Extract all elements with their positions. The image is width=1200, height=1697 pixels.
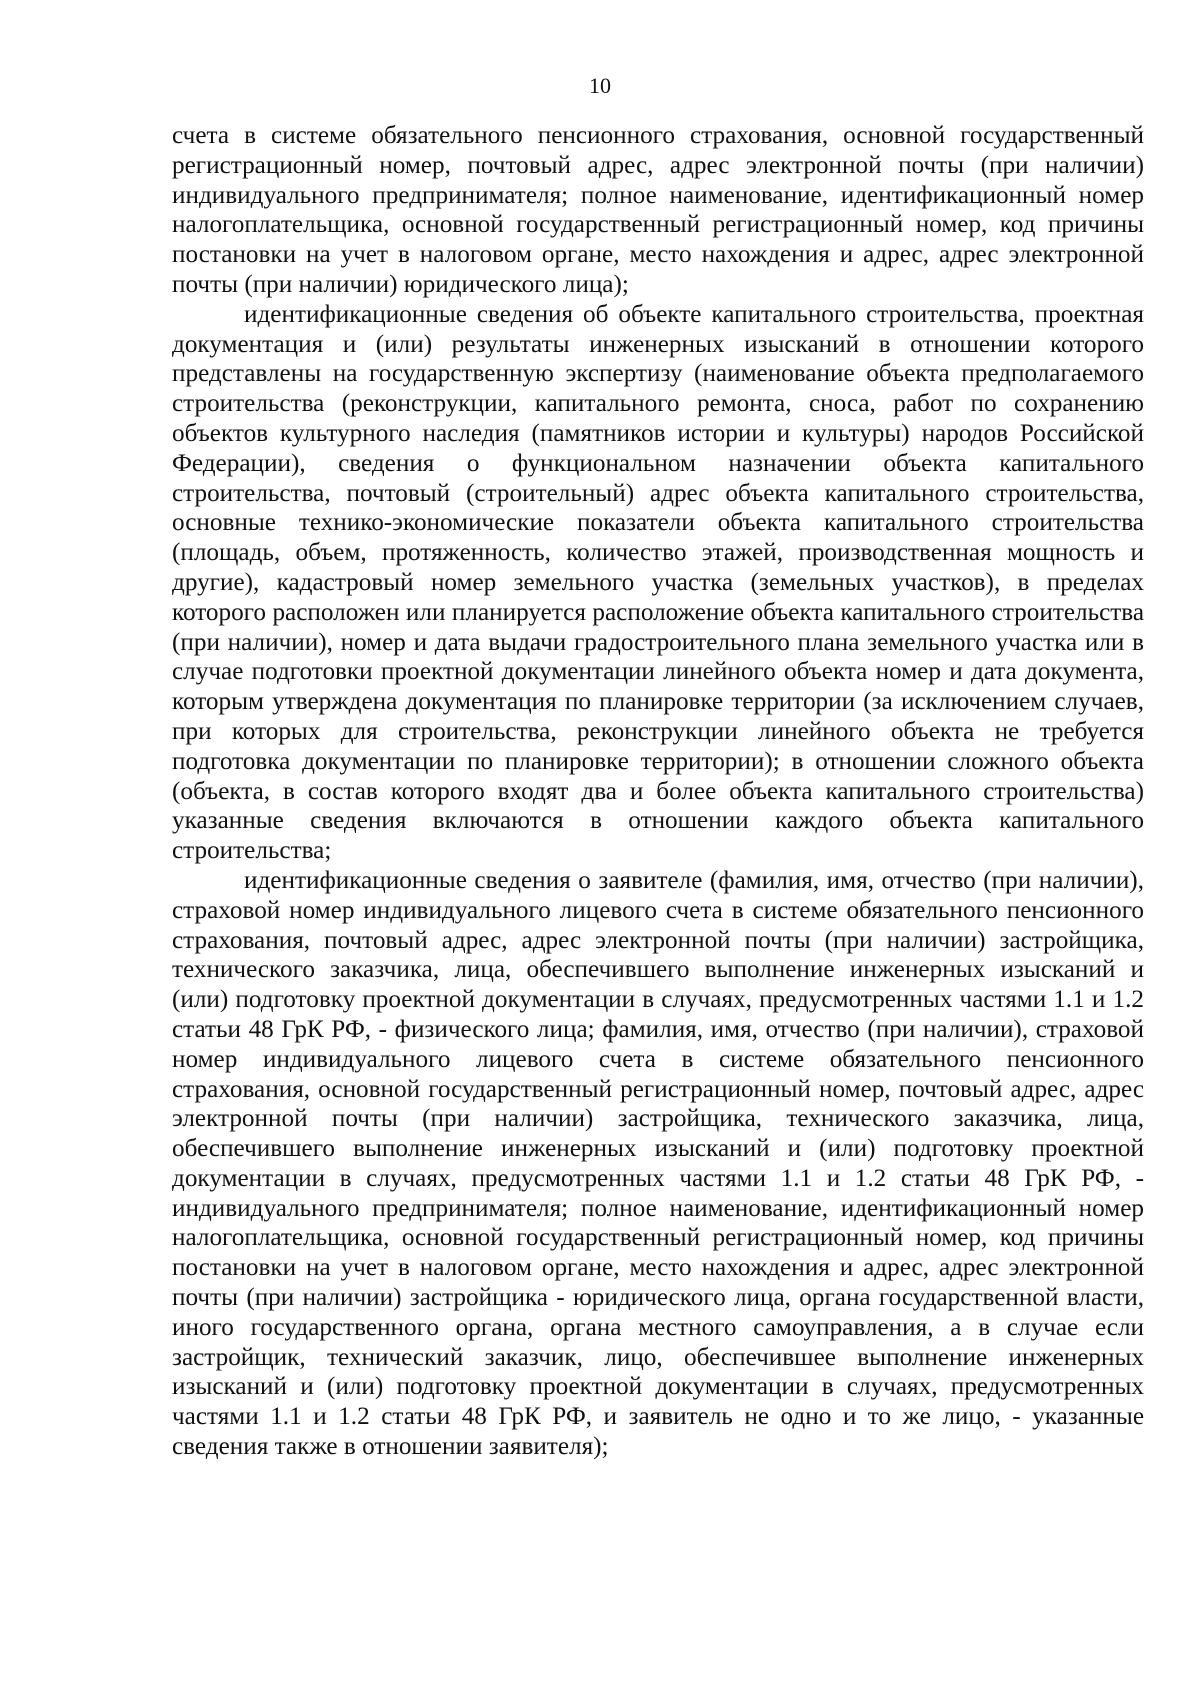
paragraph-applicant-info: идентификационные сведения о заявителе (фамилия, имя, отчество (при наличии), страховой номер индивидуального лицевого счета в системе обязательного пенсионного страхования, почтовый адрес, адрес электронной почты (при наличии) застройщика, технического заказчика, лица, обеспечившего выполнение инженерных изысканий и (или) подготовку проектной документации в случаях, предусмотренных частями 1.1 и 1.2 статьи 48 ГрК РФ, - физического лица; фамилия, имя, отчество (при наличии), страховой номер индивидуального лицевого счета в системе обязательного пенсионного страхования, основной государственный регистрационный номер, почтовый адрес, адрес электронной почты (при наличии) застройщика, технического заказчика, лица, обеспечившего выполнение инженерных изысканий и (или) подготовку проектной документации в случаях, предусмотренных частями 1.1 и 1.2 статьи 48 ГрК РФ, - индивидуального предпринимателя; полное наименование, идентификационный номер налогоплательщика, основной государственный регистрационный номер, код причины постановки на учет в налоговом органе, место нахождения и адрес, адрес электронной почты (при наличии) застройщика - юридического лица, органа государственной власти, иного государственного органа, органа местного самоуправления, а в случае если застройщик, технический заказчик, лицо, обеспечившее выполнение инженерных изысканий и (или) подготовку проектной документации в случаях, предусмотренных частями 1.1 и 1.2 статьи 48 ГрК РФ, и заявитель не одно и то же лицо, - указанные сведения также в отношении заявителя); (172, 866, 1144, 1461)
paragraph-object-info: идентификационные сведения об объекте капитального строительства, проектная документация и (или) результаты инженерных изысканий в отношении которого представлены на государственную экспертизу (наименование объекта предполагаемого строительства (реконструкции, капитального ремонта, сноса, работ по сохранению объектов культурного наследия (памятников истории и культуры) народов Российской Федерации), сведения о функциональном назначении объекта капитального строительства, почтовый (строительный) адрес объекта капитального строительства, основные технико-экономические показатели объекта капитального строительства (площадь, объем, протяженность, количество этажей, производственная мощность и другие), кадастровый номер земельного участка (земельных участков), в пределах которого расположен или планируется расположение объекта капитального строительства (при наличии), номер и дата выдачи градостроительного плана земельного участка или в случае подготовки проектной документации линейного объекта номер и дата документа, которым утверждена документация по планировке территории (за исключением случаев, при которых для строительства, реконструкции линейного объекта не требуется подготовка документации по планировке территории); в отношении сложного объекта (объекта, в состав которого входят два и более объекта капитального строительства) указанные сведения включаются в отношении каждого объекта капитального строительства; (172, 300, 1144, 865)
page-number: 10 (589, 73, 611, 98)
document-body (172, 121, 1144, 1462)
paragraph-continuation: счета в системе обязательного пенсионного страхования, основной государственный регистрационный номер, почтовый адрес, адрес электронной почты (при наличии) индивидуального предпринимателя; полное наименование, идентификационный номер налогоплательщика, основной государственный регистрационный номер, код причины постановки на учет в налоговом органе, место нахождения и адрес, адрес электронной почты (при наличии) юридического лица); (172, 122, 1144, 298)
